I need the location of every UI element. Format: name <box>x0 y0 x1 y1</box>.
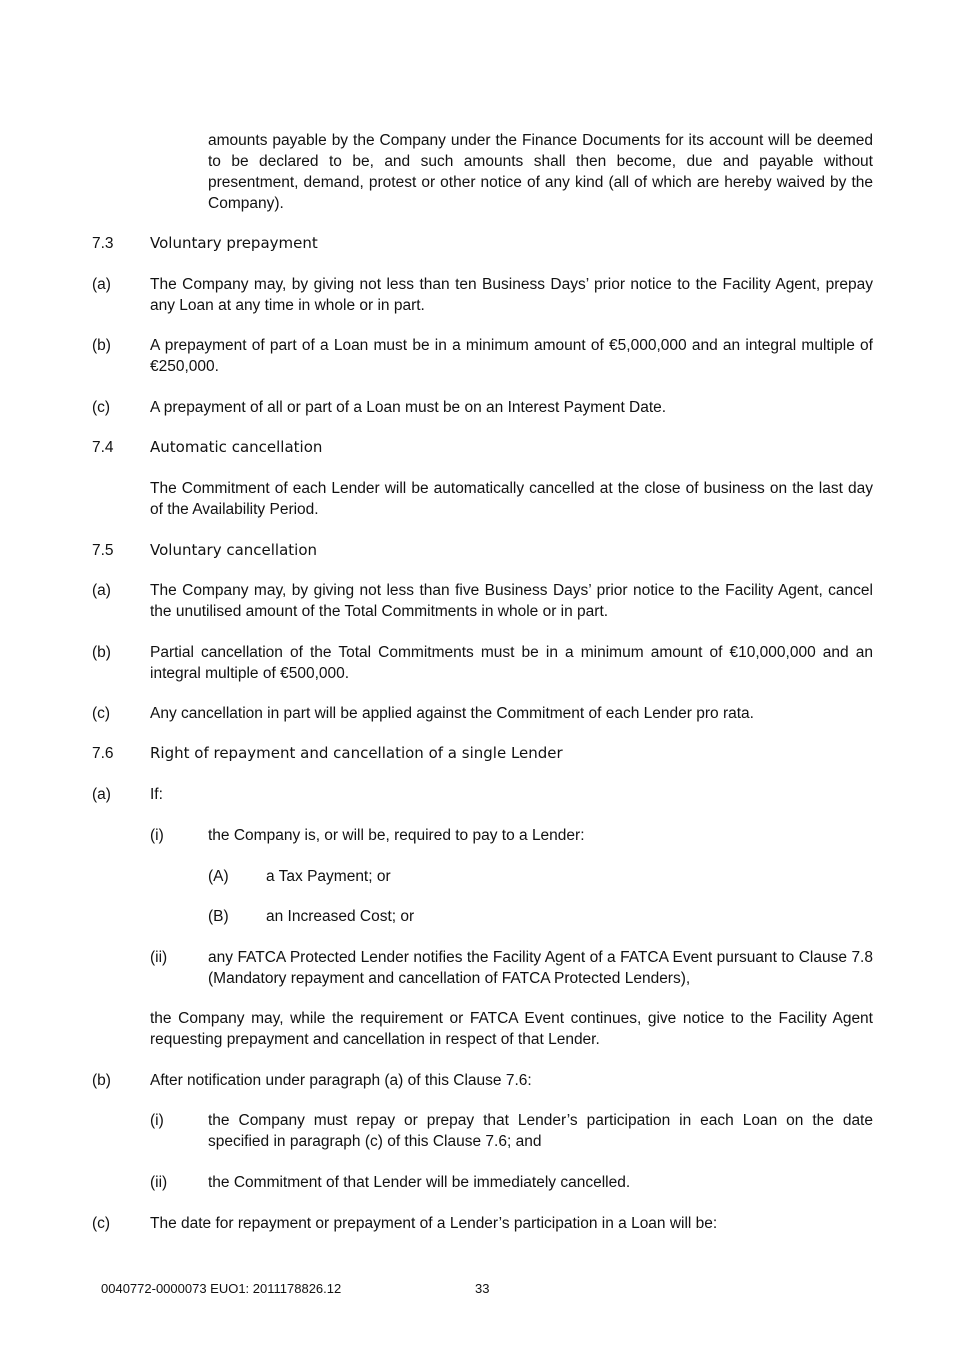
page-number: 33 <box>475 1281 490 1296</box>
clause-number: 7.5 <box>92 542 114 559</box>
para-text: A prepayment of part of a Loan must be in a minimum amount of €5,000,000 and an integral multiple of €250,000. <box>150 337 873 375</box>
intro-paragraph: amounts payable by the Company under the Finance Documents for its account will be deemed to be declared to be, and such amounts shall then become, due and payable without presentment, demand, protest or other notice of any kind (all of which are hereby waived by the Company). <box>208 132 873 212</box>
para-label: (a) <box>92 276 111 293</box>
clause-number: 7.3 <box>92 235 114 252</box>
clause-number: 7.4 <box>92 439 114 456</box>
para-text: If: <box>150 786 163 803</box>
clause-heading: Voluntary prepayment <box>150 234 318 252</box>
para-text: the Company may, while the requirement or FATCA Event continues, give notice to the Facility Agent requesting prepayment and cancellation in respect of that Lender. <box>150 1010 873 1048</box>
para-text: The Company may, by giving not less than ten Business Days’ prior notice to the Facility Agent, prepay any Loan at any time in whole or in part. <box>150 276 873 314</box>
para-text: The Company may, by giving not less than five Business Days’ prior notice to the Facility Agent, cancel the unutilised amount of the Total Commitments in whole or in part. <box>150 582 873 620</box>
subpara-label: (ii) <box>150 949 168 966</box>
para-text: After notification under paragraph (a) of this Clause 7.6: <box>150 1072 532 1089</box>
item-text: an Increased Cost; or <box>266 908 415 925</box>
para-label: (c) <box>92 1215 111 1232</box>
item-label: (A) <box>208 868 229 885</box>
subpara-text: the Company is, or will be, required to pay to a Lender: <box>208 827 585 844</box>
para-text: Any cancellation in part will be applied against the Commitment of each Lender pro rata. <box>150 705 754 722</box>
document-reference: 0040772-0000073 EUO1: 2011178826.12 <box>101 1281 342 1296</box>
para-label: (b) <box>92 1072 111 1089</box>
clause-number: 7.6 <box>92 745 114 762</box>
para-label: (c) <box>92 705 111 722</box>
subpara-label: (i) <box>150 1112 164 1129</box>
para-label: (a) <box>92 582 111 599</box>
subpara-label: (i) <box>150 827 164 844</box>
item-text: a Tax Payment; or <box>266 868 391 885</box>
clause-heading: Automatic cancellation <box>150 438 323 456</box>
para-label: (a) <box>92 786 111 803</box>
para-label: (b) <box>92 337 111 354</box>
subpara-label: (ii) <box>150 1174 168 1191</box>
para-text: A prepayment of all or part of a Loan must be on an Interest Payment Date. <box>150 399 667 416</box>
para-label: (c) <box>92 399 111 416</box>
subpara-text: the Company must repay or prepay that Lender’s participation in each Loan on the date specified in paragraph (c) of this Clause 7.6; and <box>208 1112 873 1150</box>
para-text: The date for repayment or prepayment of a Lender’s participation in a Loan will be: <box>150 1215 718 1232</box>
para-text: The Commitment of each Lender will be automatically cancelled at the close of business on the last day of the Availability Period. <box>150 480 873 518</box>
item-label: (B) <box>208 908 229 925</box>
para-label: (b) <box>92 644 111 661</box>
subpara-text: the Commitment of that Lender will be immediately cancelled. <box>208 1174 631 1191</box>
clause-heading: Right of repayment and cancellation of a single Lender <box>150 744 563 762</box>
subpara-text: any FATCA Protected Lender notifies the Facility Agent of a FATCA Event pursuant to Clause 7.8 (Mandatory repayment and cancellation of FATCA Protected Lenders), <box>208 949 873 987</box>
para-text: Partial cancellation of the Total Commitments must be in a minimum amount of €10,000,000 and an integral multiple of €500,000. <box>150 644 873 682</box>
clause-heading: Voluntary cancellation <box>150 541 318 559</box>
